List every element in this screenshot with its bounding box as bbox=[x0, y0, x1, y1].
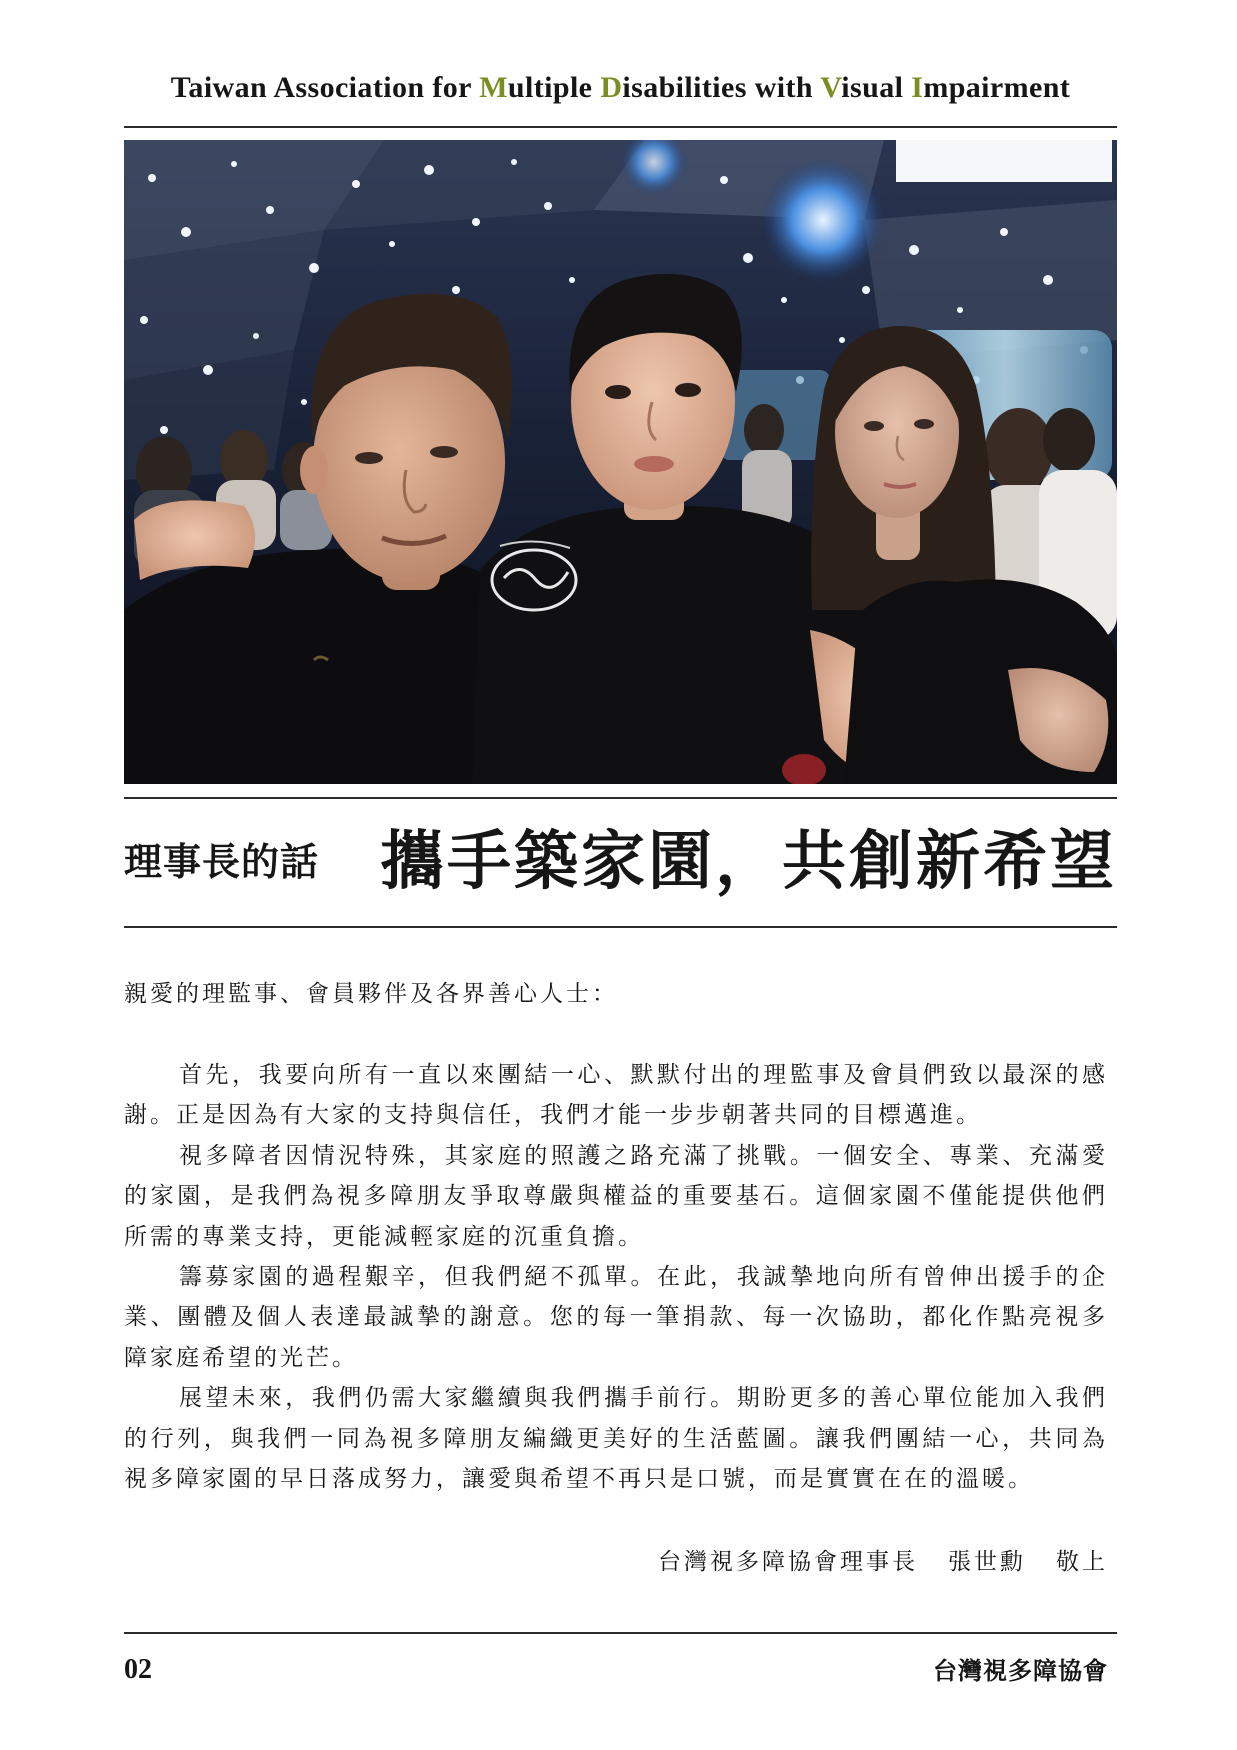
paragraph-line: 的家園，是我們為視多障朋友爭取尊嚴與權益的重要基石。這個家園不僅能提供他們 bbox=[124, 1183, 1108, 1210]
light-panel bbox=[896, 140, 1112, 182]
signature-closing: 敬上 bbox=[1056, 1549, 1108, 1575]
header-initial-m: M bbox=[479, 71, 508, 104]
paragraph-line: 首先，我要向所有一直以來團結一心、默默付出的理監事及會員們致以最深的感 bbox=[179, 1062, 1108, 1088]
letter-body bbox=[124, 1055, 1108, 1499]
letter-salutation: 親愛的理監事、會員夥伴及各界善心人士： bbox=[124, 981, 618, 1007]
cover-photo bbox=[124, 140, 1117, 784]
header-segment: isabilities with bbox=[622, 71, 821, 104]
paragraph-line: 視多障者因情況特殊，其家庭的照護之路充滿了挑戰。一個安全、專業、充滿愛 bbox=[179, 1142, 1108, 1169]
paragraph-line: 謝。正是因為有大家的支持與信任，我們才能一步步朝著共同的目標邁進。 bbox=[124, 1102, 982, 1129]
header-initial-i: I bbox=[911, 71, 924, 104]
footer-organization: 台灣視多障協會 bbox=[933, 1656, 1108, 1685]
letter-signature bbox=[658, 1542, 1108, 1582]
disco-light bbox=[761, 158, 885, 282]
header-segment: isual bbox=[841, 71, 912, 104]
header-initial-v: V bbox=[820, 71, 842, 104]
header-segment: Taiwan Association for bbox=[170, 71, 480, 104]
page-number: 02 bbox=[124, 1654, 152, 1685]
paragraph-line: 業、團體及個人表達最誠摯的謝意。您的每一筆捐款、每一次協助，都化作點亮視多 bbox=[124, 1304, 1108, 1331]
header-initial-d: D bbox=[600, 71, 623, 104]
header-divider bbox=[124, 126, 1117, 128]
section-label: 理事長的話 bbox=[124, 839, 320, 884]
paragraph-line: 的行列，與我們一同為視多障朋友編織更美好的生活藍圖。讓我們團結一心，共同為 bbox=[124, 1425, 1108, 1452]
page-title: 攜手築家園，共創新希望 bbox=[380, 824, 1117, 899]
paragraph-line: 展望未來，我們仍需大家繼續與我們攜手前行。期盼更多的善心單位能加入我們 bbox=[179, 1385, 1108, 1412]
signature-name: 張世勳 bbox=[948, 1549, 1026, 1575]
footer-divider bbox=[124, 1632, 1117, 1634]
title-top-divider bbox=[124, 797, 1117, 799]
association-name-header bbox=[124, 68, 1117, 108]
paragraph-line: 籌募家園的過程艱辛，但我們絕不孤單。在此，我誠摯地向所有曾伸出援手的企 bbox=[179, 1263, 1108, 1290]
header-segment: ultiple bbox=[507, 71, 601, 104]
header-segment: mpairment bbox=[923, 71, 1071, 104]
paragraph-line: 視多障家園的早日落成努力，讓愛與希望不再只是口號，而是實實在在的溫暖。 bbox=[124, 1465, 1034, 1492]
title-bottom-divider bbox=[124, 926, 1117, 928]
paragraph-line: 障家庭希望的光芒。 bbox=[124, 1344, 358, 1371]
signature-title: 台灣視多障協會理事長 bbox=[658, 1549, 918, 1575]
paragraph-line: 所需的專業支持，更能減輕家庭的沉重負擔。 bbox=[124, 1223, 644, 1250]
